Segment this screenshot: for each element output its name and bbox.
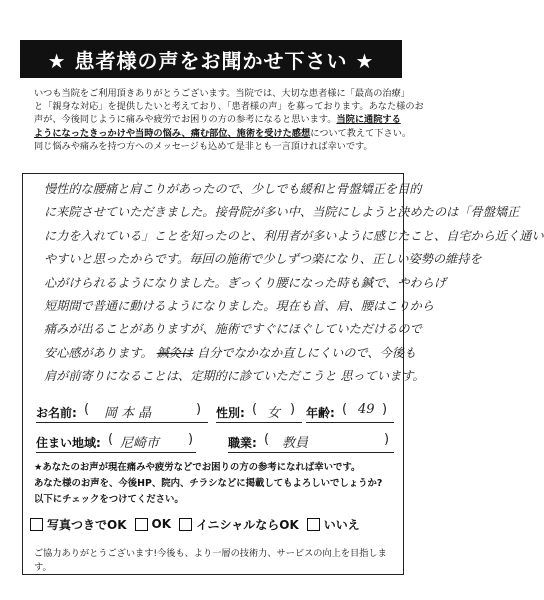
testimonial-line: に来院させていただきました。接骨院が多い中、当院にしようと決めたのは「骨盤矯正 <box>44 205 520 220</box>
age-label: 年齢: <box>306 406 335 420</box>
age-underline <box>306 422 394 423</box>
intro-line: 同じ悩みや痛みを持つ方へのメッセージも込めて是非とも一言頂ければ幸いです。 <box>34 140 373 152</box>
name-value: 岡 本 晶 <box>104 406 152 421</box>
testimonial-line: やすいと思ったからです。毎回の施術で少しずつ楽になり、正しい姿勢の維持を <box>44 252 482 267</box>
intro-emphasis: 当院に通院する <box>336 114 401 126</box>
checkbox[interactable] <box>30 518 43 531</box>
testimonial-text: 安心感があります。 <box>44 345 153 360</box>
area-underline <box>36 452 196 453</box>
testimonial-line <box>44 342 417 365</box>
testimonial-line: 痛みが出ることがありますが、施術ですぐにほぐしていただけるので <box>44 322 422 337</box>
testimonial-line: 心がけられるようになりました。ぎっくり腰になった時も鍼で、やわらげ <box>44 275 446 290</box>
option-initial-ok[interactable] <box>179 516 299 533</box>
bracket-close: ) <box>382 402 388 417</box>
option-ok[interactable] <box>135 517 172 531</box>
testimonial-text: 思っています。 <box>340 369 425 384</box>
bracket-open: ( <box>108 432 114 447</box>
bracket-open: ( <box>342 402 348 417</box>
checkbox[interactable] <box>135 518 148 531</box>
option-no[interactable] <box>307 516 360 533</box>
consent-instruction: 以下にチェックをつけてください。 <box>34 494 184 505</box>
intro-emphasis: ようになったきっかけや当時の悩み、痛む部位、施術を受けた感想 <box>34 127 311 139</box>
intro-text <box>34 87 424 153</box>
intro-line: いつも当院をご利用頂きありがとうございます。当院では、大切な患者様に「最高の治療」 <box>34 88 410 99</box>
intro-line-text: 声が、今後同じように痛みや疲労でお困りの方の参考になると思います。 <box>34 114 337 126</box>
gender-underline <box>216 422 302 423</box>
option-label: OK <box>151 517 172 531</box>
job-label: 職業: <box>228 436 257 450</box>
testimonial-line: 慢性的な腰痛と肩こりがあったので、少しでも緩和と骨盤矯正を目的 <box>44 182 422 196</box>
intro-line <box>34 113 401 126</box>
intro-line <box>34 127 412 140</box>
testimonial-line: 短期間で普通に動けるようになりました。現在も首、肩、腰はこりから <box>44 298 434 313</box>
area-label: 住まい地域: <box>36 436 101 450</box>
bracket-close: ) <box>188 432 194 447</box>
bracket-open: ( <box>252 402 258 417</box>
bracket-close: ) <box>196 402 202 417</box>
checkbox[interactable] <box>307 518 320 531</box>
page-title-banner <box>20 40 402 78</box>
option-label: イニシャルならOK <box>196 517 299 532</box>
consent-options <box>30 515 400 533</box>
testimonial-line <box>44 365 425 388</box>
intro-line: と「親身な対応」を提供したいと考えており、「患者様の声」を募っております。あなた様のお <box>34 101 424 113</box>
age-value: 49 <box>358 402 375 417</box>
bracket-close: ) <box>384 432 390 447</box>
bracket-close: ) <box>290 402 296 417</box>
testimonial-text: 自分でなかなか直しにくいので、今後も <box>197 345 417 360</box>
testimonial-text: 肩が前寄りになることは、定期的に診ていただこうと <box>44 369 337 384</box>
area-value: 尼崎市 <box>120 436 160 451</box>
footer-thanks: ご協力ありがとうございます!今後も、より一層の技術力、サービスの向上を目指します。 <box>34 548 387 573</box>
struck-text: 鍼灸は <box>156 345 194 360</box>
consent-note: ★あなたのお声が現在痛みや疲労などでお困りの方の参考になれば幸いです。 <box>34 462 361 473</box>
bracket-open: ( <box>264 432 270 447</box>
consent-question: あなた様のお声を、今後HP、院内、チラシなどに掲載してもよろしいでしょうか? <box>34 478 383 489</box>
option-label: いいえ <box>323 517 360 532</box>
bracket-open: ( <box>84 402 90 417</box>
job-value: 教員 <box>282 436 309 451</box>
option-photo-ok[interactable] <box>30 516 127 533</box>
handwritten-testimonial <box>44 178 544 389</box>
name-underline <box>36 422 208 423</box>
testimonial-line: に力を入れている」ことを知ったのと、利用者が多いように感じたこと、自宅から近く通い <box>44 228 544 243</box>
name-label: お名前: <box>36 406 77 420</box>
job-underline <box>228 452 394 453</box>
intro-line-text: について教えて下さい。 <box>310 127 412 139</box>
gender-value: 女 <box>267 406 281 421</box>
page-title: ★ 患者様の声をお聞かせ下さい ★ <box>47 48 375 73</box>
gender-label: 性別: <box>216 406 245 420</box>
checkbox[interactable] <box>179 518 192 531</box>
option-label: 写真つきでOK <box>47 517 127 532</box>
